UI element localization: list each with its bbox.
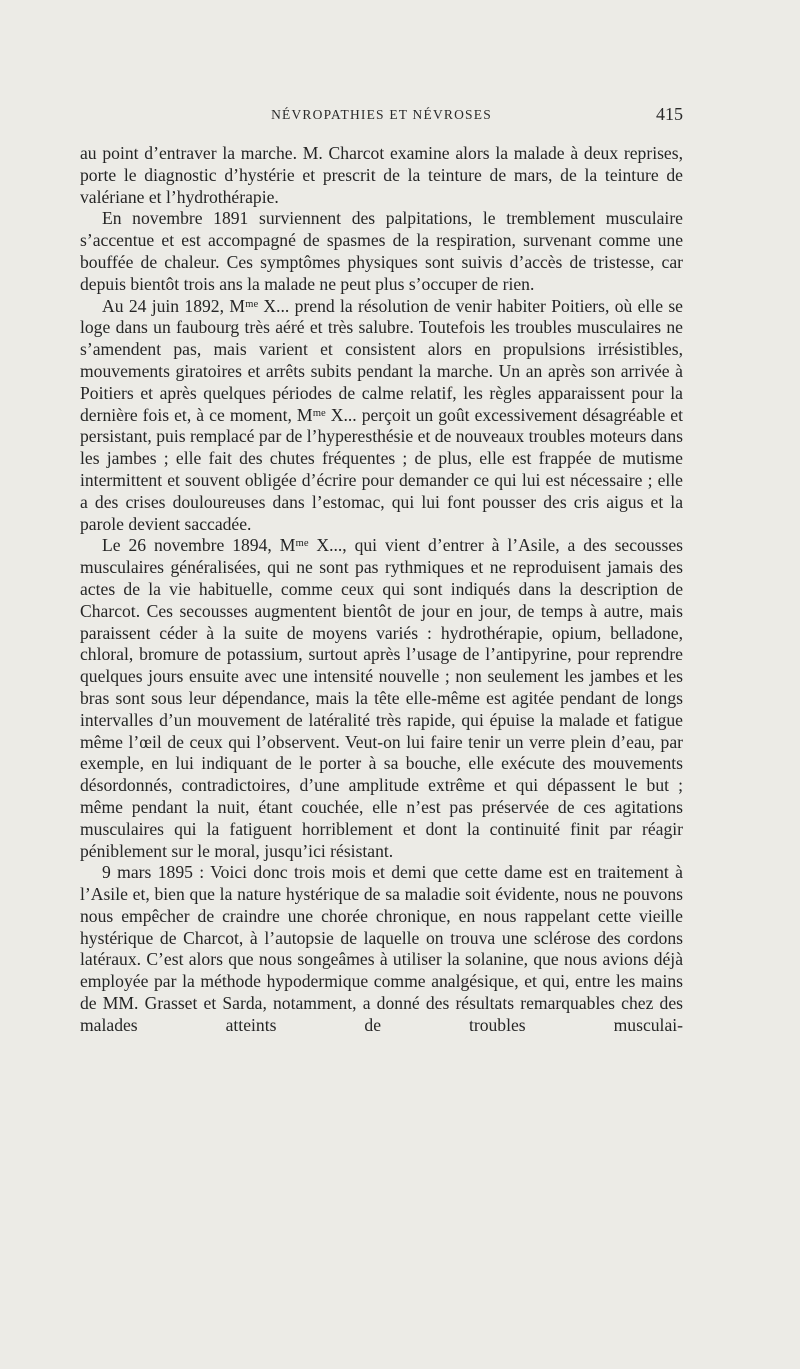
paragraph: Au 24 juin 1892, Mᵐᵉ X... prend la résolution de venir habiter Poitiers, où elle se loge dans un faubourg très aéré et très salubre. Toutefois les troubles musculaires ne s’amendent pas, mais varient et consistent alors en propulsions irrésistibles, mouvements giratoires et arrêts subits pendant la marche. Un an après son arrivée à Poitiers et après quelques périodes de calme relatif, les règles apparaissent pour la dernière fois et, à ce moment, Mᵐᵉ X... perçoit un goût excessivement désagréable et persistant, puis remplacé par de l’hyperesthésie et de nouveaux troubles moteurs dans les jambes ; elle fait des chutes fréquentes ; de plus, elle est frappée de mutisme intermittent et souvent obligée d’écrire pour demander ce qui lui est nécessaire ; elle a des crises douloureuses dans l’estomac, qui lui font pousser des cris aigus et la parole devient saccadée.	[80, 295, 683, 534]
running-title: NÉVROPATHIES ET NÉVROSES	[271, 107, 492, 122]
running-head	[80, 104, 683, 124]
paragraph: 9 mars 1895 : Voici donc trois mois et demi que cette dame est en traitement à l’Asile et, bien que la nature hystérique de sa maladie soit évidente, nous ne pouvons nous empêcher de craindre une chorée chronique, en nous rappelant cette vieille hystérique de Charcot, à l’autopsie de laquelle on trouva une sclérose des cordons latéraux. C’est alors que nous songeâmes à utiliser la solanine, que nous avions déjà employée par la méthode hypodermique comme analgésique, et qui, entre les mains de MM. Grasset et Sarda, notamment, a donné des résultats remarquables chez des malades atteints de troubles musculai-	[80, 862, 683, 1035]
paragraph: Le 26 novembre 1894, Mᵐᵉ X..., qui vient d’entrer à l’Asile, a des secousses musculaires généralisées, qui ne sont pas rythmiques et ne reproduisent jamais des actes de la vie habituelle, comme ceux qui sont indiqués dans la description de Charcot. Ces secousses augmentent bientôt de jour en jour, de temps à autre, mais paraissent céder à la suite de moyens variés : hydrothérapie, opium, belladone, chloral, bromure de potassium, surtout après l’usage de l’antipyrine, pour reprendre quelques jours ensuite avec une intensité nouvelle ; non seulement les jambes et les bras sont sous leur dépendance, mais la tête elle-même est agitée pendant de longs intervalles d’un mouvement de latéralité très rapide, qui épuise la malade et fatigue même l’œil de ceux qui l’observent. Veut-on lui faire tenir un verre plein d’eau, par exemple, en lui indiquant de le porter à sa bouche, elle exécute des mouvements désordonnés, contradictoires, d’une amplitude extrême et qui dépassent le but ; même pendant la nuit, étant couchée, elle n’est pas préservée de ces agitations musculaires qui la fatiguent horriblement et dont la continuité finit par réagir péniblement sur le moral, jusqu’ici résistant.	[80, 535, 683, 861]
body-text	[80, 143, 683, 1037]
page-number: 415	[656, 104, 683, 124]
paragraph: En novembre 1891 surviennent des palpitations, le tremblement musculaire s’accentue et est accompagné de spasmes de la respiration, survenant comme une bouffée de chaleur. Ces symptômes physiques sont suivis d’accès de tristesse, car depuis bientôt trois ans la malade ne peut plus s’occuper de rien.	[80, 208, 683, 294]
paragraph: au point d’entraver la marche. M. Charcot examine alors la malade à deux reprises, porte le diagnostic d’hystérie et prescrit de la teinture de mars, de la teinture de valériane et l’hydrothérapie.	[80, 143, 683, 207]
